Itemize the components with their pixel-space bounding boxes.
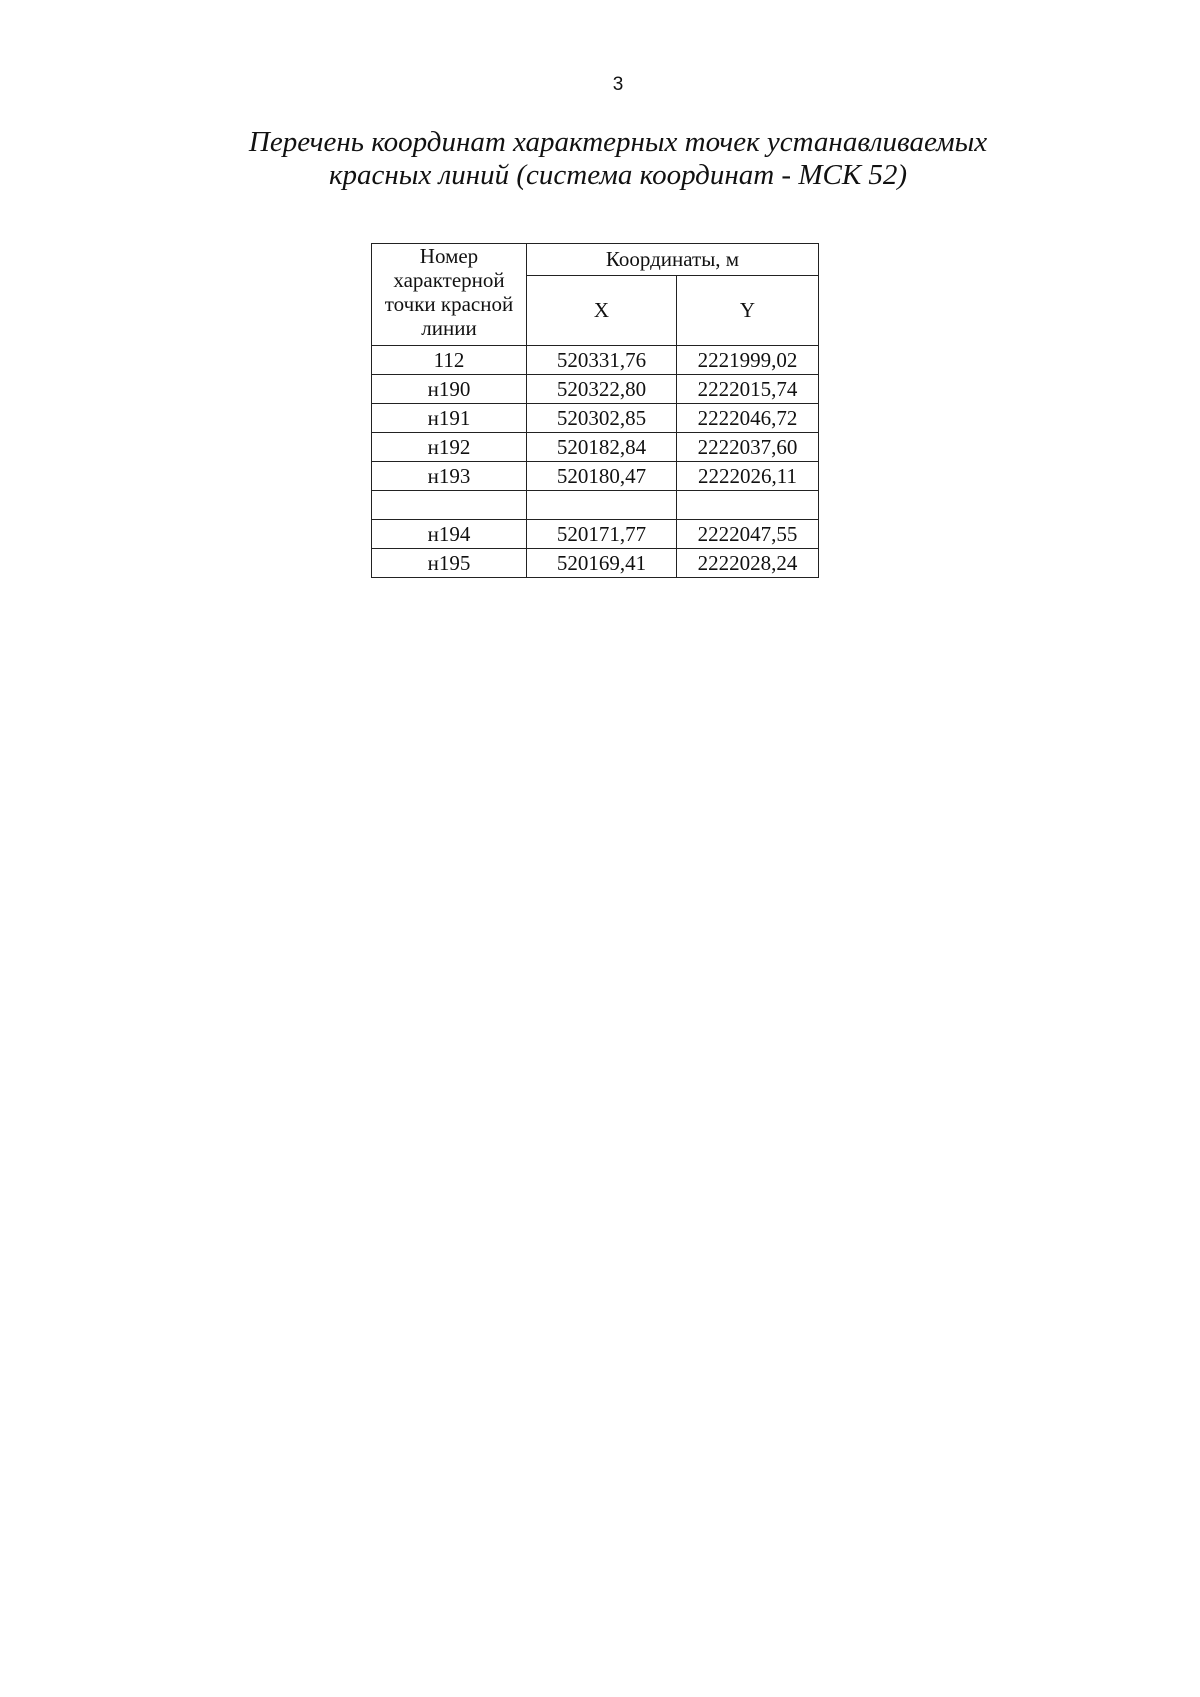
point-cell: н193 [372, 462, 527, 491]
x-cell: 520182,84 [527, 433, 677, 462]
table-row [372, 433, 819, 462]
coordinates-table [371, 243, 819, 578]
point-cell: н190 [372, 375, 527, 404]
y-cell: 2222026,11 [677, 462, 819, 491]
y-cell: 2222028,24 [677, 549, 819, 578]
y-cell: 2221999,02 [677, 346, 819, 375]
y-cell: 2222046,72 [677, 404, 819, 433]
y-cell [677, 491, 819, 520]
x-cell: 520331,76 [527, 346, 677, 375]
page-number: 3 [612, 74, 624, 95]
page-title-line-2: красных линий (система координат - МСК 52) [328, 159, 908, 191]
y-cell: 2222047,55 [677, 520, 819, 549]
table-row [372, 549, 819, 578]
point-cell [372, 491, 527, 520]
point-cell: 112 [372, 346, 527, 375]
point-cell: н192 [372, 433, 527, 462]
x-cell: 520169,41 [527, 549, 677, 578]
table-row [372, 462, 819, 491]
page-title [0, 126, 1200, 192]
point-cell: н195 [372, 549, 527, 578]
header-y: Y [677, 276, 819, 346]
x-cell: 520171,77 [527, 520, 677, 549]
header-coordinates: Координаты, м [527, 244, 819, 276]
table-row [372, 404, 819, 433]
y-cell: 2222037,60 [677, 433, 819, 462]
table-row-empty [372, 491, 819, 520]
x-cell: 520302,85 [527, 404, 677, 433]
table-row [372, 520, 819, 549]
y-cell: 2222015,74 [677, 375, 819, 404]
point-cell: н191 [372, 404, 527, 433]
table-row [372, 375, 819, 404]
point-cell: н194 [372, 520, 527, 549]
table-row [372, 346, 819, 375]
page-title-line-1: Перечень координат характерных точек устанавливаемых [248, 126, 988, 158]
x-cell: 520322,80 [527, 375, 677, 404]
header-x: X [527, 276, 677, 346]
x-cell [527, 491, 677, 520]
header-point-number: Номер характерной точки красной линии [372, 244, 527, 346]
x-cell: 520180,47 [527, 462, 677, 491]
